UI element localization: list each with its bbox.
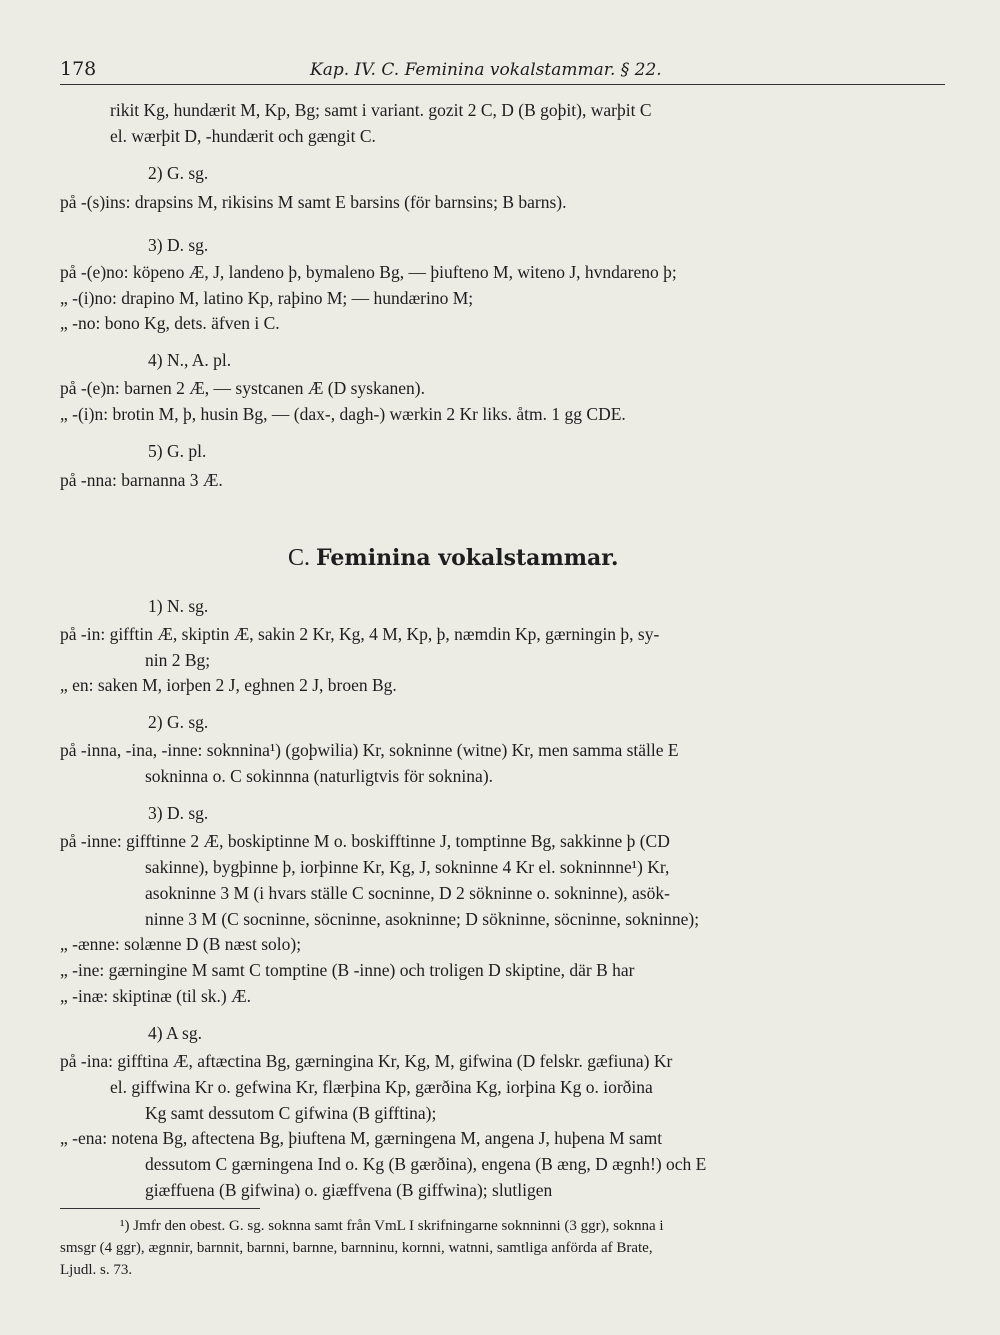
text-line: el. giffwina Kr o. gefwina Kr, flærþina Kp, gærðina Kg, iorþina Kg o. iorðina (110, 1077, 653, 1097)
subheading: 3) D. sg. (148, 235, 209, 255)
text-line: „ -ænne: solænne D (B næst solo); (60, 934, 302, 954)
subheading: 2) G. sg. (148, 712, 209, 732)
text-line: på -(e)no: köpeno Æ, J, landeno þ, bymaleno Bg, — þiufteno M, witeno J, hvndareno þ; (60, 262, 677, 282)
text-line: „ -(i)n: brotin M, þ, husin Bg, — (dax-, dagh-) wærkin 2 Kr liks. åtm. 1 gg CDE. (60, 404, 626, 424)
header-title: Kap. IV. C. Feminina vokalstammar. § 22. (310, 60, 662, 80)
text-line: „ en: saken M, iorþen 2 J, eghnen 2 J, broen Bg. (60, 675, 397, 695)
text-line: Kg samt dessutom C gifwina (B gifftina); (145, 1103, 437, 1123)
section-heading (288, 545, 618, 572)
subheading: 2) G. sg. (148, 163, 209, 183)
subheading: 4) N., A. pl. (148, 350, 232, 370)
text-line: nin 2 Bg; (145, 650, 211, 670)
footnote-line: ¹) Jmfr den obest. G. sg. soknna samt från VmL I skrifningarne soknninni (3 ggr), soknna i (120, 1218, 664, 1234)
subheading: 1) N. sg. (148, 596, 209, 616)
text-line: på -(e)n: barnen 2 Æ, — systcanen Æ (D syskanen). (60, 378, 425, 398)
running-header (60, 58, 945, 85)
footnote-line: Ljudl. s. 73. (60, 1262, 133, 1278)
text-line: giæffuena (B gifwina) o. giæffvena (B giffwina); slutligen (145, 1180, 553, 1200)
subheading: 5) G. pl. (148, 441, 207, 461)
text-line: ninne 3 M (C socninne, söcninne, asokninne; D sökninne, söcninne, sokninne); (145, 909, 700, 929)
section-title: Feminina vokalstammar. (316, 545, 619, 571)
text-line: på -nna: barnanna 3 Æ. (60, 470, 223, 490)
text-line: på -in: gifftin Æ, skiptin Æ, sakin 2 Kr, Kg, 4 M, Kp, þ, næmdin Kp, gærningin þ, sy- (60, 624, 660, 644)
text-line: på -inne: gifftinne 2 Æ, boskiptinne M o. boskifftinne J, tomptinne Bg, sakkinne þ (CD (60, 831, 670, 851)
footnote-line: smsgr (4 ggr), ægnnir, barnnit, barnni, barnne, barnninu, kornni, watnni, samtliga anförda af Brate, (60, 1240, 653, 1256)
text-line: „ -(i)no: drapino M, latino Kp, raþino M; — hundærino M; (60, 288, 474, 308)
text-line: på -ina: gifftina Æ, aftæctina Bg, gærningina Kr, Kg, M, gifwina (D felskr. gæfiuna) Kr (60, 1051, 673, 1071)
text-line: sakinne), bygþinne þ, iorþinne Kr, Kg, J, sokninne 4 Kr el. sokninnne¹) Kr, (145, 857, 670, 877)
subheading: 4) A sg. (148, 1023, 202, 1043)
text-line: på -inna, -ina, -inne: soknnina¹) (goþwilia) Kr, sokninne (witne) Kr, men samma ställe E (60, 740, 679, 760)
text-line: på -(s)ins: drapsins M, rikisins M samt E barsins (för barnsins; B barns). (60, 192, 567, 212)
text-line: dessutom C gærningena Ind o. Kg (B gærðina), engena (B æng, D ægnh!) och E (145, 1154, 707, 1174)
text-line: rikit Kg, hundærit M, Kp, Bg; samt i variant. gozit 2 C, D (B goþit), warþit C (110, 100, 652, 120)
text-line: „ -inæ: skiptinæ (til sk.) Æ. (60, 986, 252, 1006)
text-line: sokninna o. C sokinnna (naturligtvis för soknina). (145, 766, 494, 786)
footnote-rule (60, 1208, 260, 1209)
page-number: 178 (60, 58, 97, 80)
text-line: el. wærþit D, -hundærit och gængit C. (110, 126, 376, 146)
section-letter: C. (288, 545, 311, 571)
text-line: „ -ena: notena Bg, aftectena Bg, þiuftena M, gærningena M, angena J, huþena M samt (60, 1128, 663, 1148)
text-line: asokninne 3 M (i hvars ställe C socninne, D 2 sökninne o. sokninne), asök- (145, 883, 670, 903)
text-line: „ -no: bono Kg, dets. äfven i C. (60, 313, 280, 333)
subheading: 3) D. sg. (148, 803, 209, 823)
text-line: „ -ine: gærningine M samt C tomptine (B -inne) och troligen D skiptine, där B har (60, 960, 635, 980)
